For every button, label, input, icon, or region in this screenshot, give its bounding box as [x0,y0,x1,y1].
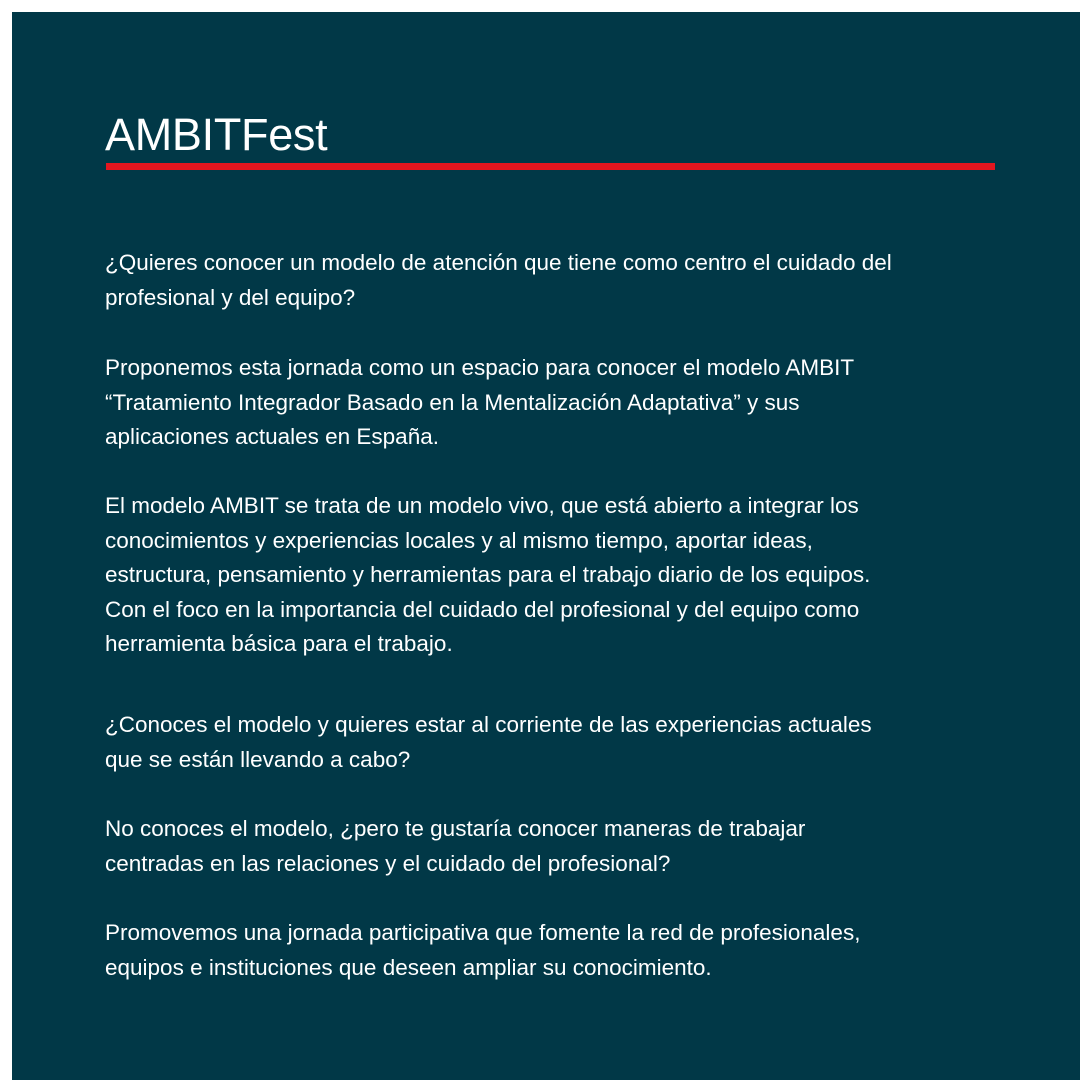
title-divider [106,163,995,170]
paragraph-model-description: El modelo AMBIT se trata de un modelo vivo, que está abierto a integrar los conocimientos y experiencias locales y al mismo tiempo, aportar ideas, estructura, pensamiento y herramientas para el trabajo diario de los equipos. Con el foco en la importancia del cuidado del profesional y del equipo como herramienta básica para el trabajo. [105,493,871,656]
content-panel [12,12,1080,1080]
page-title: AMBITFest [105,109,328,160]
paragraph-unknown-model-question: No conoces el modelo, ¿pero te gustaría conocer maneras de trabajar centradas en las relaciones y el cuidado del profesional? [105,816,806,876]
paragraph-know-model-question: ¿Conoces el modelo y quieres estar al corriente de las experiencias actuales que se están llevando a cabo? [105,712,872,772]
paragraph-proposal: Proponemos esta jornada como un espacio para conocer el modelo AMBIT “Tratamiento Integrador Basado en la Mentalización Adaptativa” y sus aplicaciones actuales en España. [105,355,855,449]
paragraph-promotion: Promovemos una jornada participativa que fomente la red de profesionales, equipos e instituciones que deseen ampliar su conocimiento. [105,920,861,980]
paragraph-intro-question: ¿Quieres conocer un modelo de atención que tiene como centro el cuidado del profesional y del equipo? [105,250,892,310]
